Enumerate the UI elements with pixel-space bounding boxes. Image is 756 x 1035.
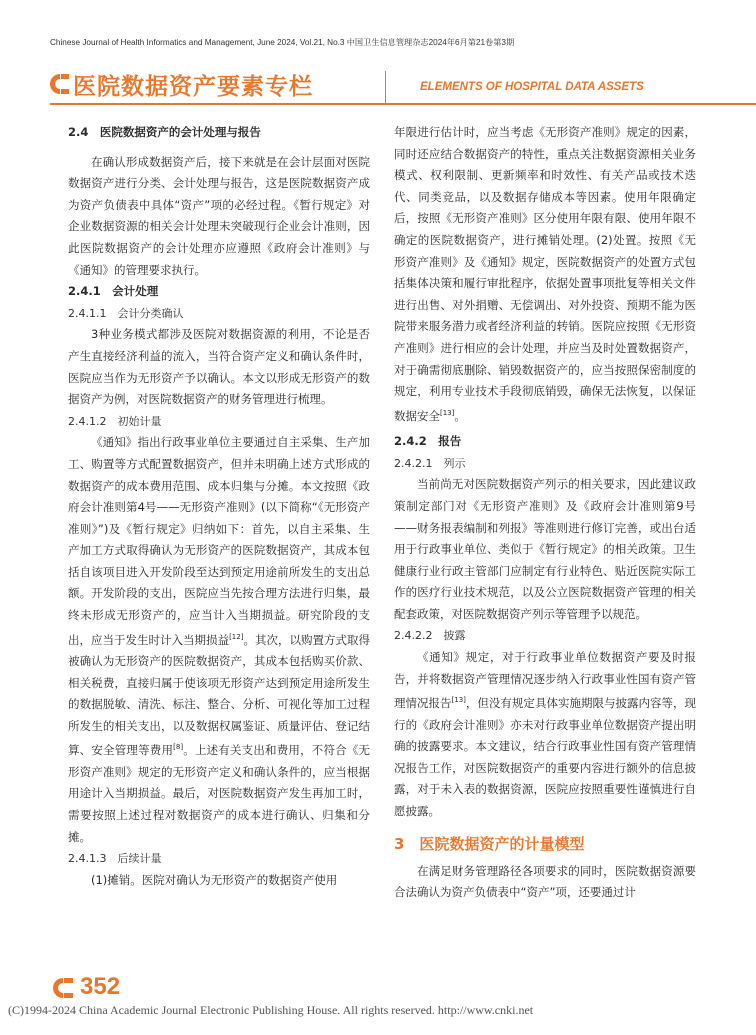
paragraph: 在确认形成数据资产后，接下来就是在会计层面对医院数据资产进行分类、会计处理与报告，这是医院数据资产成为资产负债表中具体“资产”项的必经过程。《暂行规定》对企业数据资源的相关会计处理未突破现行企业会计准则，因此医院数据资产的会计处理亦应遵照《政府会计准则》与《通知》的管理要求执行。: [68, 154, 370, 277]
section-heading-2-4: 2.4 医院数据资产的会计处理与报告: [68, 125, 261, 139]
citation-ref: [8]: [173, 743, 184, 752]
right-column: [394, 122, 696, 904]
banner-logo-icon: [50, 72, 70, 96]
paragraph-text: 。: [454, 408, 466, 423]
citation-ref: [13]: [451, 696, 466, 705]
section-heading-3: 3 医院数据资产的计量模型: [394, 834, 585, 853]
section-heading-2-4-1-1: 2.4.1.1 会计分类确认: [68, 306, 184, 320]
copyright-footer: (C)1994-2024 China Academic Journal Electronic Publishing House. All rights reserved. http://www.cnki.net: [8, 1003, 534, 1017]
paragraph: 当前尚无对医院数据资产列示的相关要求，因此建议政策制定部门对《无形资产准则》及《政府会计准则第9号——财务报表编制和列报》等准则进行修订完善，或出台适用于行政事业单位、类似于《暂行规定》的相关政策。卫生健康行业行政主管部门应制定有行业特色、贴近医院实际工作的医疗行业技术规范，以及公立医院数据资产管理的相关配套政策，对医院数据资产列示等管理予以规范。: [394, 477, 696, 621]
left-column: [68, 122, 370, 891]
paragraph-text: 年限进行估计时，应当考虑《无形资产准则》规定的因素，同时还应结合数据资产的特性，重点关注数据资源相关业务模式、权利限制、更新频率和时效性、有关产品或技术迭代、同类竞品，以及数据存储成本等因素。使用年限确定后，按照《无形资产准则》区分使用年限有限、使用年限不确定的医院数据资产，进行摊销处理。(2)处置。按照《无形资产准则》及《通知》规定，医院数据资产的处置方式包括集体决策和履行审批程序，依据处置事项批复等相关文件进行出售、对外捐赠、无偿调出、对外投资、预期不能为医院带来服务潜力或者经济利益的转销。医院应按照《无形资产准则》进行相应的会计处理，并应当及时处置数据资产，对于确需彻底删除、销毁数据资产的，应当按照保密制度的规定，利用专业技术手段彻底销毁，确保无法恢复，以保证数据安全: [394, 125, 696, 423]
paragraph: [394, 647, 696, 823]
paragraph: (1)摊销。医院对确认为无形资产的数据资产使用: [91, 872, 338, 887]
section-heading-2-4-1: 2.4.1 会计处理: [68, 284, 159, 299]
section-heading-2-4-2-1: 2.4.2.1 列示: [394, 456, 466, 470]
page-number-badge-icon: [52, 976, 74, 1000]
paragraph-text: 《通知》指出行政事业单位主要通过自主采集、生产加工、购置等方式配置数据资产，但并未明确上述方式形成的数据资产的成本费用范围、成本归集与分摊。本文按照《政府会计准则第4号——无形资产准则》(以下简称“《无形资产准则》”)及《暂行规定》归纳如下：首先，以自主采集、生产加工方式取得确认为无形资产的医院数据资产，其成本包括自该项目进入开发阶段至达到预定用途前所发生的支出总额。开发阶段的支出，医院应当先按合理方法进行归集，最终未形成无形资产的，应当计入当期损益。研究阶段的支出，应当于发生时计入当期损益: [68, 435, 370, 647]
paragraph: 3种业务模式都涉及医院对数据资源的利用，不论是否产生直接经济利益的流入，当符合资产定义和确认条件时，医院应当作为无形资产予以确认。本文以形成无形资产的数据资产为例，对医院数据资产的财务管理进行梳理。: [68, 327, 370, 407]
citation-ref: [13]: [440, 408, 455, 417]
paragraph-text: 《通知》规定，对于行政事业单位数据资产要及时报告，并将数据资产管理情况逐步纳入行政事业性国有资产管理情况报告: [394, 650, 696, 711]
section-heading-2-4-2-2: 2.4.2.2 披露: [394, 629, 466, 643]
column-banner: [50, 68, 756, 102]
banner-underline: [50, 103, 756, 105]
page-number: 352: [80, 973, 121, 1000]
banner-divider: [385, 71, 386, 103]
journal-citation-line: Chinese Journal of Health Informatics and Management, June 2024, Vol.21, No.3 中国卫生信息管理杂志2024年6月第21卷第3期: [50, 38, 515, 47]
paragraph: 在满足财务管理路径各项要求的同时，医院数据资源要合法确认为资产负债表中“资产”项，还要通过计: [394, 863, 696, 900]
paragraph: [394, 122, 696, 427]
paragraph-text: 。其次，以购置方式取得被确认为无形资产的医院数据资产，其成本包括购买价款、相关税费，直接归属于使该项无形资产达到预定用途所发生的数据脱敏、清洗、标注、整合、分析、可视化等加工过程所发生的相关支出，以及数据权属鉴证、质量评估、登记结算、安全管理等费用: [68, 632, 371, 758]
section-heading-2-4-1-3: 2.4.1.3 后续计量: [68, 852, 162, 866]
paragraph-text: ，但没有规定具体实施期限与披露内容等，现行的《政府会计准则》亦未对行政事业单位数据资产提出明确的披露要求。本文建议，结合行政事业性国有资产管理情况报告工作，对医院数据资产的重要内容进行额外的信息披露，对于未入表的数据资源，医院应按照重要性谨慎进行自愿披露。: [394, 696, 697, 819]
section-heading-2-4-1-2: 2.4.1.2 初始计量: [68, 414, 162, 428]
citation-ref: [12]: [229, 632, 244, 641]
banner-english-title: ELEMENTS OF HOSPITAL DATA ASSETS: [420, 81, 644, 93]
section-heading-2-4-2: 2.4.2 报告: [394, 434, 462, 449]
paragraph: [68, 432, 370, 848]
paragraph-text: 。上述有关支出和费用，不符合《无形资产准则》规定的无形资产定义和确认条件的，应当根据用途计入当期损益。最后，对医院数据资产发生再加工时，需要按照上述过程对数据资产的成本进行确认、归集和分摊。: [68, 743, 371, 844]
banner-title: 医院数据资产要素专栏: [73, 74, 313, 100]
